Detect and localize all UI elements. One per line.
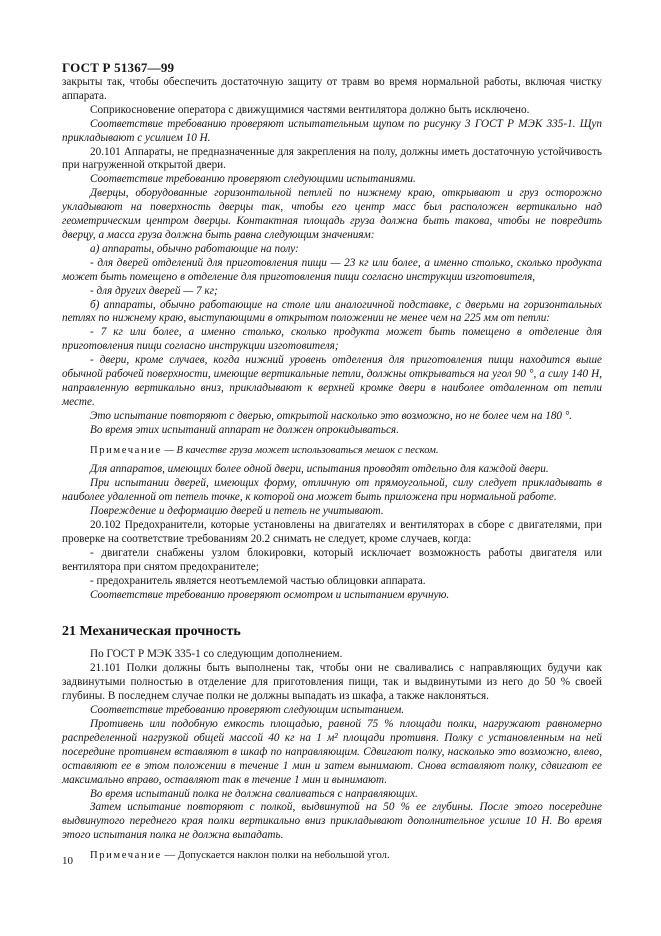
paragraph: При испытании дверей, имеющих форму, отличную от прямоугольной, силу следует прикладывать в наиболее удаленной от петель точке, к которой она может быть приложена при нормальной работе. xyxy=(62,477,602,504)
list-item: а) аппараты, обычно работающие на полу: xyxy=(90,242,299,255)
paragraph: По ГОСТ Р МЭК 335-1 со следующим дополнением. xyxy=(90,648,343,661)
clause-20-102: 20.102 Предохранители, которые установлены на двигателях и вентиляторах в сборе с двигателями, при проверке на соответствие требованиям 20.2 снимать не следует, кроме случаев, когда: xyxy=(62,519,602,545)
note-text: — Допускается наклон полки на небольшой угол. xyxy=(161,850,390,862)
list-item: - 7 кг или более, а именно столько, сколько продукта может быть помещено в отделение для приготовления пищи согласно инструкции изготовителя; xyxy=(62,326,602,353)
clause-21-101: 21.101 Полки должны быть выполнены так, чтобы они не сваливались с направляющих будучи как задвинутыми полностью в отделение для приготовления пищи, так и выдвинутыми из него до 50 % своей глубины. В последнем случае полки не должны выпадать из шкафа, а также наклоняться. xyxy=(62,662,602,703)
document-body xyxy=(62,76,602,869)
list-item: - для других дверей — 7 кг; xyxy=(90,284,218,297)
clause-20-101: 20.101 Аппараты, не предназначенные для закрепления на полу, должны иметь достаточную устойчивость при нагруженной открытой двери. xyxy=(62,145,602,172)
paragraph: Дверцы, оборудованные горизонтальной петлей по нижнему краю, открывают и груз осторожно укладывают на поверхность дверцы так, чтобы его центр масс был расположен вертикально над геометрическим центром дверцы. Контактная площадь груза должна быть такова, чтобы не повредить дверцу, а масса груза должна быть равна следующим значениям: xyxy=(62,187,602,241)
paragraph: Соответствие требованию проверяют следующими испытаниями. xyxy=(90,173,416,186)
note-label: Примечание xyxy=(90,444,162,456)
paragraph: Затем испытание повторяют с полкой, выдвинутой на 50 % ее глубины. После этого посередине выдвинутого переднего края полки вертикально вниз прикладывают дополнительное усилие 10 Н. Во время этого испытания полка не должна выпадать. xyxy=(62,801,602,842)
paragraph: Соответствие требованию проверяют следующим испытанием. xyxy=(90,704,405,717)
paragraph: Соприкосновение оператора с движущимися частями вентилятора должно быть исключено. xyxy=(90,103,530,116)
list-item: - двигатели снабжены узлом блокировки, который исключает возможность работы двигателя или вентилятора при снятом предохранителе; xyxy=(62,546,602,573)
paragraph: Это испытание повторяют с дверью, открытой насколько это возможно, но не более чем на 180 °. xyxy=(90,409,573,422)
paragraph: Соответствие требованию проверяют испытательным щупом по рисунку 3 ГОСТ Р МЭК 335-1. Щуп прикладывают с усилием 10 Н. xyxy=(62,117,602,144)
note xyxy=(62,849,602,863)
paragraph: Во время испытаний полка не должна сваливаться с направляющих. xyxy=(90,787,418,800)
paragraph: Противень или подобную емкость площадью, равной 75 % площади полки, нагружают равномерно распределенной нагрузкой общей массой 40 кг на 1 м² площади противня. Полку с установленным на ней посередине противнем вставляют в шкаф по направляющим. Сдвигают полку, насколько это возможно, влево, оставляют ее в этом положении в течение 1 мин и затем вынимают. Снова вставляют полку, сдвигают ее максимально вправо, оставляют так в течение 1 мин и вынимают. xyxy=(62,717,602,786)
paragraph: Соответствие требованию проверяют осмотром и испытанием вручную. xyxy=(90,588,450,601)
paragraph: закрыты так, чтобы обеспечить достаточную защиту от травм во время нормальной работы, включая чистку аппарата. xyxy=(62,76,602,102)
note xyxy=(62,444,602,458)
paragraph: Повреждение и деформацию дверей и петель не учитывают. xyxy=(90,505,384,518)
list-item: - для дверей отделений для приготовления пищи — 23 кг или более, а именно столько, сколько продукта может быть помещено в отделение для приготовления пищи согласно инструкции изготовителя, xyxy=(62,256,602,283)
paragraph: Во время этих испытаний аппарат не должен опрокидываться. xyxy=(90,423,399,436)
note-text: — В качестве груза может использоваться мешок с песком. xyxy=(161,444,439,456)
page-number: 10 xyxy=(62,855,73,867)
document-header: ГОСТ Р 51367—99 xyxy=(62,60,175,75)
list-item: б) аппараты, обычно работающие на столе или аналогичной подставке, с дверьми на горизонтальных петлях по нижнему краю, выступающими в открытом положении не менее чем на 225 мм от петли: xyxy=(62,298,602,325)
paragraph: Для аппаратов, имеющих более одной двери, испытания проводят отдельно для каждой двери. xyxy=(90,463,549,476)
note-label: Примечание xyxy=(90,850,162,862)
list-item: - предохранитель является неотъемлемой частью облицовки аппарата. xyxy=(90,574,426,587)
list-item: - двери, кроме случаев, когда нижний уровень отделения для приготовления пищи находится выше обычной рабочей поверхности, имеющие вертикальные петли, должны открываться на угол 90 °, а силу 140 Н, направленную вертикально вниз, прикладывают к верхней кромке двери в наиболее отдаленном от петли месте. xyxy=(62,354,602,408)
section-heading: 21 Механическая прочность xyxy=(62,623,241,639)
